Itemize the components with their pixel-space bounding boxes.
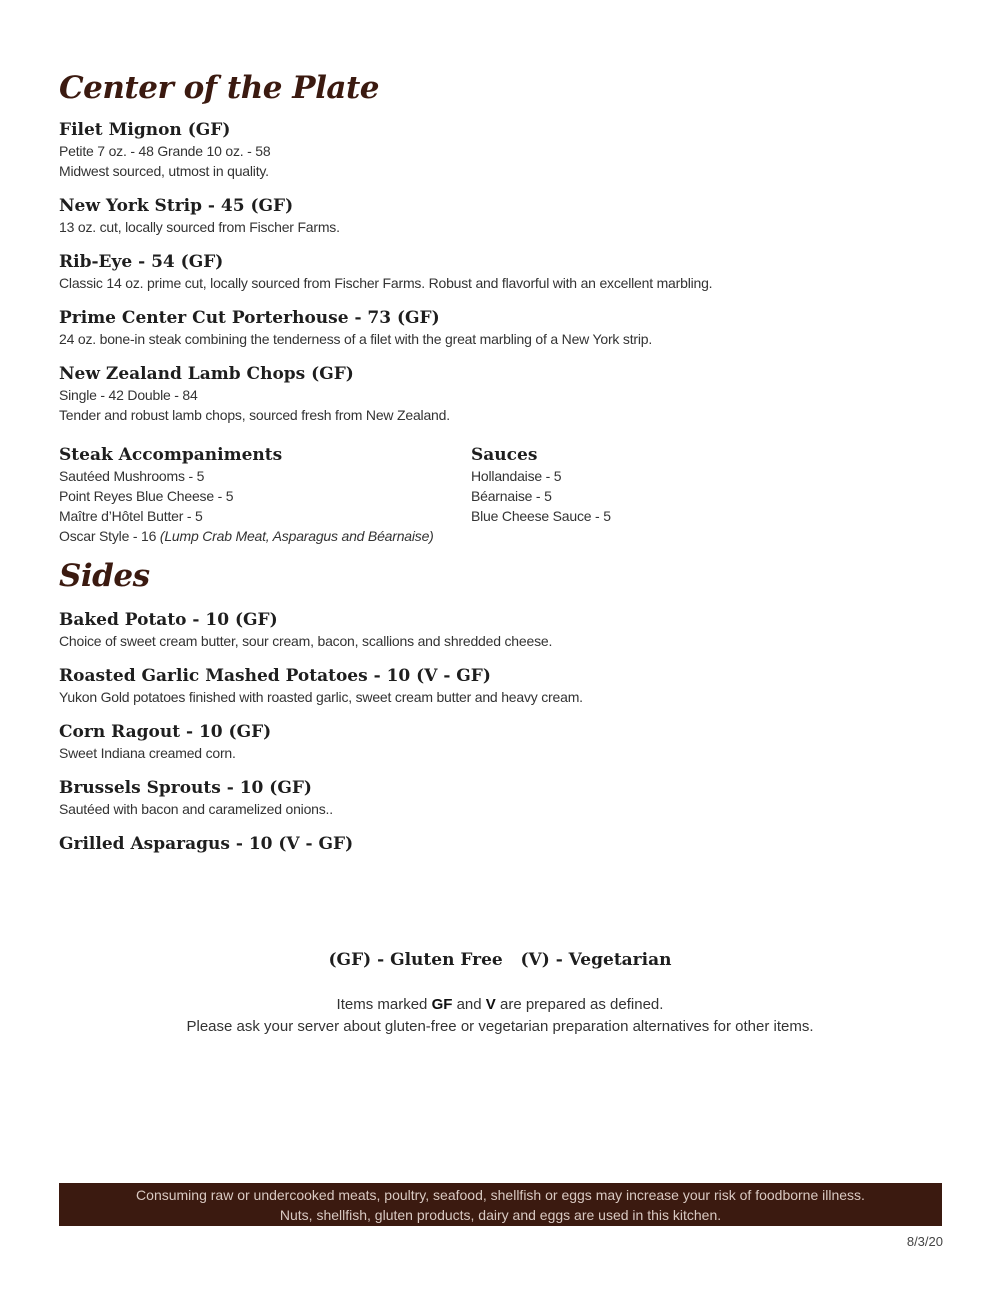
sauce-item: Béarnaise - 5: [471, 488, 552, 504]
item-description: Petite 7 oz. - 48 Grande 10 oz. - 58: [59, 143, 271, 159]
menu-item: [59, 308, 943, 349]
menu-item: [59, 778, 943, 819]
accompaniment-item: Sautéed Mushrooms - 5: [59, 468, 205, 484]
accompaniment-item: [59, 526, 471, 546]
sauce-item: Hollandaise - 5: [471, 468, 562, 484]
item-name: Brussels Sprouts - 10 (GF): [59, 778, 312, 798]
oscar-style: Oscar Style - 16: [59, 528, 157, 544]
accompaniments-sauces: [59, 444, 771, 546]
sauce-item: Blue Cheese Sauce - 5: [471, 508, 611, 524]
menu-item: [59, 364, 943, 425]
item-description: Yukon Gold potatoes finished with roasted garlic, sweet cream butter and heavy cream.: [59, 689, 583, 705]
menu-item: [59, 722, 943, 763]
warning-line-1: Consuming raw or undercooked meats, poultry, seafood, shellfish or eggs may increase your risk of foodborne illness.: [136, 1187, 865, 1203]
item-name: Baked Potato - 10 (GF): [59, 610, 278, 630]
warning-line-2: Nuts, shellfish, gluten products, dairy and eggs are used in this kitchen.: [279, 1207, 722, 1223]
item-description: 24 oz. bone-in steak combining the tenderness of a filet with the great marbling of a New York strip.: [59, 331, 653, 347]
menu-item: [59, 610, 943, 651]
sauces-title: Sauces: [471, 445, 538, 465]
sides-title: Sides: [59, 558, 150, 594]
item-description: Choice of sweet cream butter, sour cream, bacon, scallions and shredded cheese.: [59, 633, 553, 649]
accompaniments-title: Steak Accompaniments: [59, 445, 283, 465]
dietary-note: [0, 994, 1000, 1038]
item-name: Rib-Eye - 54 (GF): [59, 252, 224, 272]
center-of-plate-title: Center of the Plate: [59, 70, 379, 106]
item-name: Roasted Garlic Mashed Potatoes - 10 (V - GF): [59, 666, 491, 686]
item-description: Single - 42 Double - 84: [59, 387, 198, 403]
note-v: V: [485, 996, 496, 1013]
note-line-1: [0, 994, 1000, 1016]
item-description: Sweet Indiana creamed corn.: [59, 745, 236, 761]
item-description: Tender and robust lamb chops, sourced fresh from New Zealand.: [59, 407, 450, 423]
item-description: Midwest sourced, utmost in quality.: [59, 163, 269, 179]
item-description: Classic 14 oz. prime cut, locally sourced from Fischer Farms. Robust and flavorful with an excellent marbling.: [59, 275, 713, 291]
menu-item: [59, 666, 943, 707]
center-items: [59, 120, 943, 440]
steak-accompaniments: [59, 444, 471, 546]
sides-items: [59, 610, 943, 870]
menu-date: 8/3/20: [906, 1234, 943, 1249]
note-gf: GF: [431, 996, 453, 1013]
menu-item: [59, 196, 943, 237]
item-name: Corn Ragout - 10 (GF): [59, 722, 272, 742]
food-safety-warning: [59, 1183, 942, 1226]
menu-item: [59, 252, 943, 293]
accompaniment-item: Point Reyes Blue Cheese - 5: [59, 488, 234, 504]
note-text: and: [452, 996, 486, 1013]
note-text: Items marked: [336, 996, 432, 1013]
menu-item: [59, 120, 943, 181]
legend-v: (V) - Vegetarian: [520, 950, 672, 970]
menu-item: [59, 834, 943, 855]
sauces: [471, 444, 771, 546]
legend-gf: (GF) - Gluten Free: [328, 950, 503, 970]
note-line-2: Please ask your server about gluten-free or vegetarian preparation alternatives for other items.: [186, 1018, 814, 1035]
item-name: New Zealand Lamb Chops (GF): [59, 364, 354, 384]
item-description: 13 oz. cut, locally sourced from Fischer Farms.: [59, 219, 340, 235]
note-text: are prepared as defined.: [495, 996, 664, 1013]
item-name: Grilled Asparagus - 10 (V - GF): [59, 834, 354, 854]
oscar-note: (Lump Crab Meat, Asparagus and Béarnaise): [159, 528, 434, 544]
accompaniment-item: Maître d’Hôtel Butter - 5: [59, 508, 203, 524]
item-description: Sautéed with bacon and caramelized onions..: [59, 801, 333, 817]
item-name: New York Strip - 45 (GF): [59, 196, 294, 216]
dietary-legend: [0, 950, 1000, 970]
item-name: Prime Center Cut Porterhouse - 73 (GF): [59, 308, 440, 328]
item-name: Filet Mignon (GF): [59, 120, 231, 140]
